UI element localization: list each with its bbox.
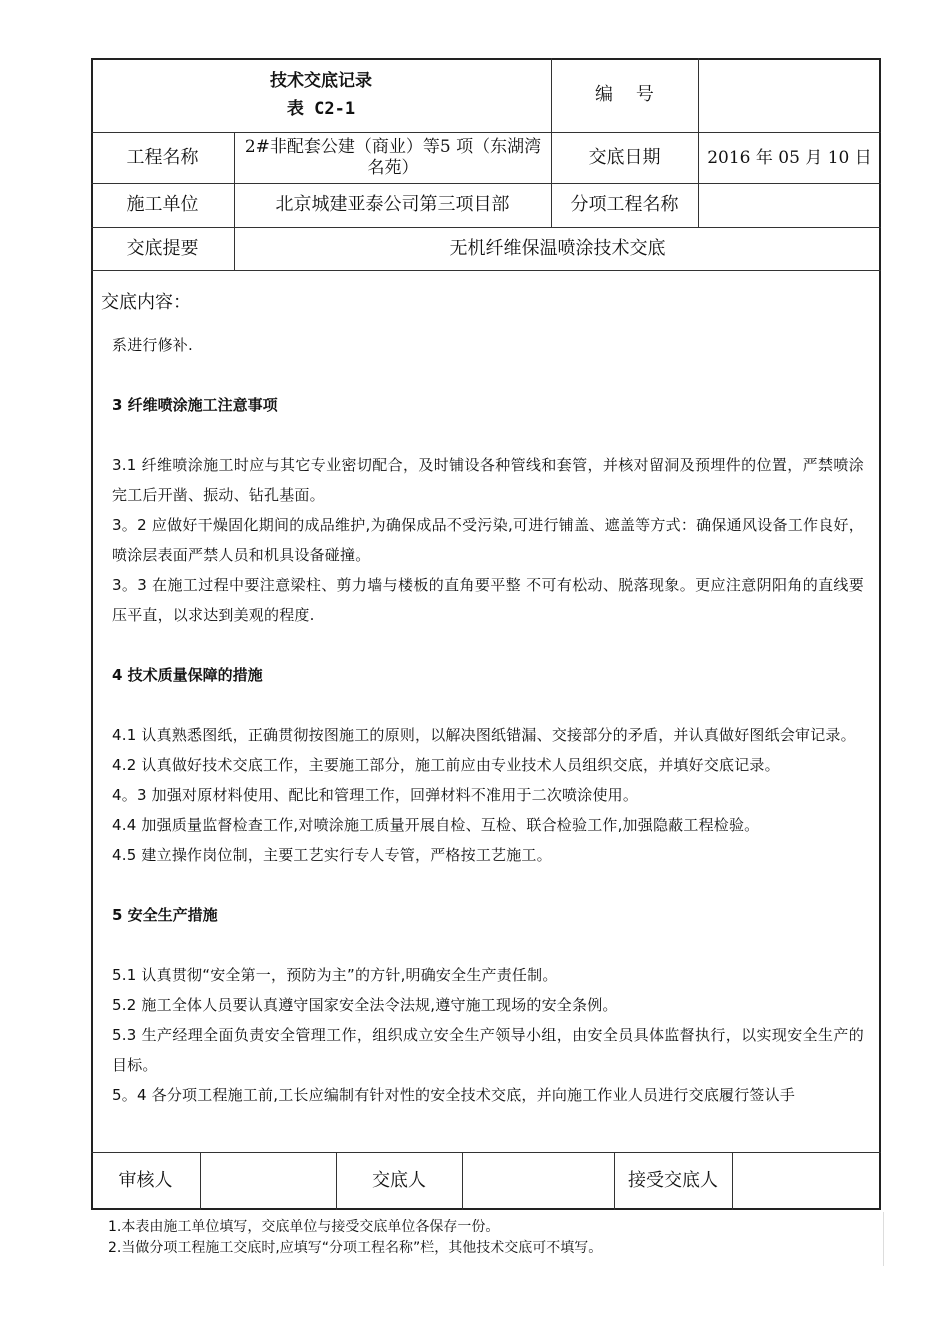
item-4-1: 4.1 认真熟悉图纸，正确贯彻按图施工的原则，以解决图纸错漏、交接部分的矛盾，并认真做好图纸会审记录。 <box>112 726 856 744</box>
form-title-cell <box>91 58 551 132</box>
form-number: 表 C2-1 <box>286 99 356 119</box>
presenter-label: 交底人 <box>372 1170 426 1191</box>
date-value[interactable]: 2016 年 05 月 10 日 <box>707 147 872 168</box>
item-3-1: 3.1 纤维喷涂施工时应与其它专业密切配合，及时铺设各种管线和套管，并核对留洞及预埋件的位置，严禁喷涂完工后开凿、振动、钻孔基面。 <box>112 456 864 504</box>
reviewer-label: 审核人 <box>118 1170 173 1191</box>
number-value[interactable] <box>698 58 881 132</box>
subproject-value[interactable] <box>698 183 881 227</box>
receiver-label: 接受交底人 <box>628 1170 718 1191</box>
summary-label: 交底提要 <box>126 237 199 259</box>
item-4-4: 4.4 加强质量监督检查工作,对喷涂施工质量开展自检、互检、联合检验工作,加强隐蔽工程检验。 <box>112 816 760 834</box>
item-4-3: 4。3 加强对原材料使用、配比和管理工作，回弹材料不准用于二次喷涂使用。 <box>112 786 639 804</box>
item-5-4: 5。4 各分项工程施工前,工长应编制有针对性的安全技术交底，并向施工作业人员进行交底履行签认手 <box>112 1086 796 1104</box>
project-name-label: 工程名称 <box>126 146 199 168</box>
unit-value[interactable]: 北京城建亚泰公司第三项目部 <box>275 194 510 215</box>
item-3-3: 3。3 在施工过程中要注意梁柱、剪力墙与楼板的直角要平整 不可有松动、脱落现象。更应注意阴阳角的直线要压平直，以求达到美观的程度. <box>112 576 864 624</box>
row-divider <box>91 270 881 271</box>
summary-value[interactable]: 无机纤维保温喷涂技术交底 <box>449 237 666 259</box>
subproject-label: 分项工程名称 <box>570 194 679 215</box>
receiver-signature[interactable] <box>732 1152 881 1210</box>
content-label: 交底内容： <box>101 292 191 313</box>
form-title: 技术交底记录 <box>270 71 372 91</box>
unit-label: 施工单位 <box>126 194 199 215</box>
item-4-5: 4.5 建立操作岗位制，主要工艺实行专人专管，严格按工艺施工。 <box>112 846 552 864</box>
project-name-value[interactable]: 2#非配套公建（商业）等5 项（东湖湾名苑） <box>244 136 542 178</box>
date-label: 交底日期 <box>588 146 661 168</box>
item-5-1: 5.1 认真贯彻“安全第一，预防为主”的方针,明确安全生产责任制。 <box>112 966 558 984</box>
presenter-signature[interactable] <box>462 1152 614 1210</box>
section4-heading: 4 技术质量保障的措施 <box>112 666 263 684</box>
section3-heading: 3 纤维喷涂施工注意事项 <box>112 396 278 414</box>
reviewer-signature[interactable] <box>200 1152 336 1210</box>
number-label: 编 号 <box>595 84 654 105</box>
intro-text: 系进行修补. <box>112 336 193 354</box>
item-5-3: 5.3 生产经理全面负责安全管理工作，组织成立安全生产领导小组，由安全员具体监督执行，以实现安全生产的目标。 <box>112 1026 864 1074</box>
item-3-2: 3。2 应做好干燥固化期间的成品维护,为确保成品不受污染,可进行铺盖、遮盖等方式：确保通风设备工作良好，喷涂层表面严禁人员和机具设备碰撞。 <box>112 516 864 564</box>
content-body <box>112 330 864 1110</box>
item-5-2: 5.2 施工全体人员要认真遵守国家安全法令法规,遵守施工现场的安全条例。 <box>112 996 618 1014</box>
footer-note-2: 2.当做分项工程施工交底时,应填写“分项工程名称”栏，其他技术交底可不填写。 <box>108 1240 603 1256</box>
item-4-2: 4.2 认真做好技术交底工作，主要施工部分，施工前应由专业技术人员组织交底，并填好交底记录。 <box>112 756 780 774</box>
section5-heading: 5 安全生产措施 <box>112 906 218 924</box>
footer-note-1: 1.本表由施工单位填写，交底单位与接受交底单位各保存一份。 <box>108 1219 500 1235</box>
